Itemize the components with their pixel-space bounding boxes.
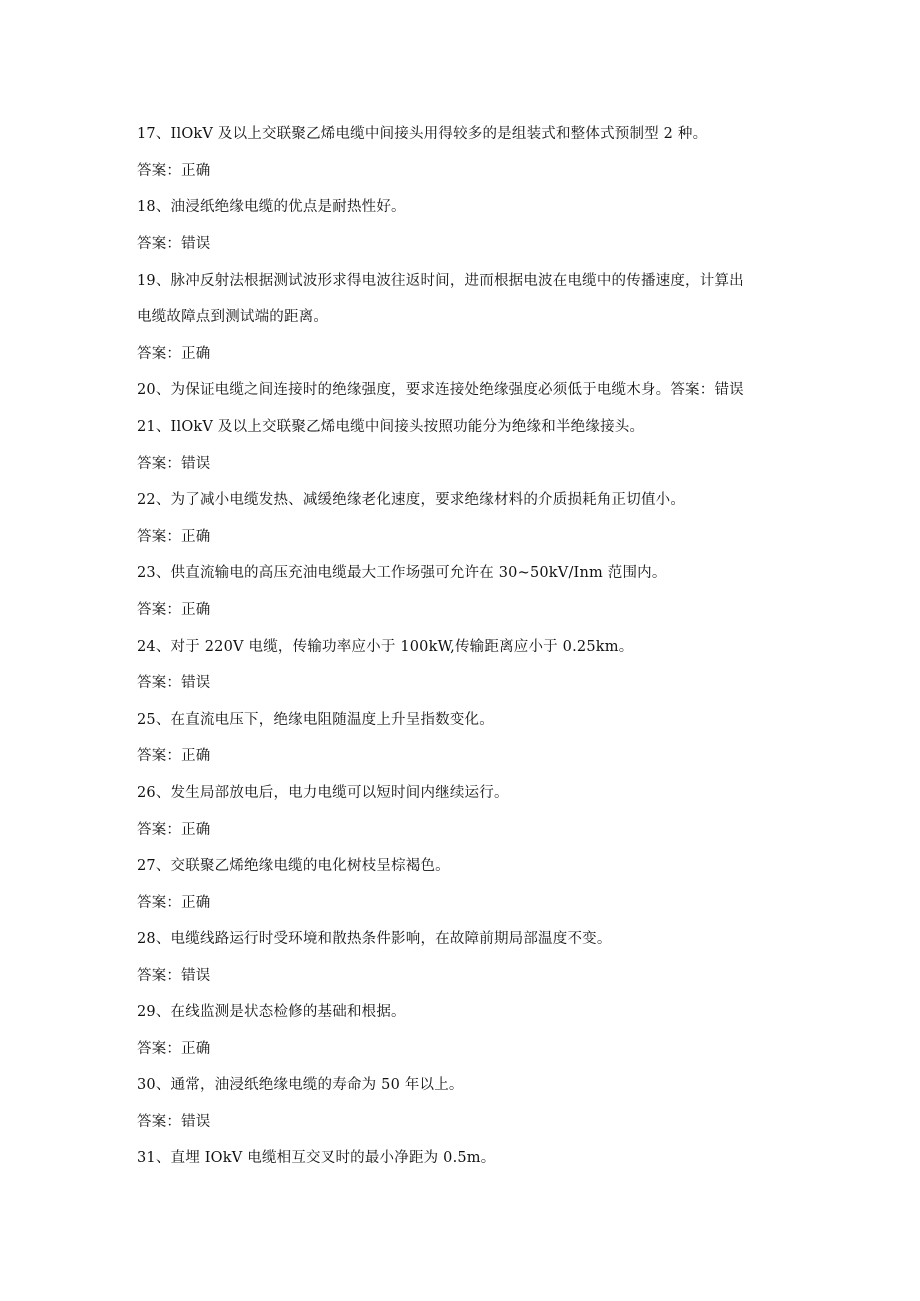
question-30: 30、通常，油浸纸绝缘电缆的寿命为 50 年以上。 (137, 1077, 464, 1093)
answer-25: 答案：正确 (137, 748, 211, 764)
question-31: 31、直埋 IOkV 电缆相互交叉时的最小净距为 0.5m。 (137, 1150, 496, 1166)
question-18: 18、油浸纸绝缘电缆的优点是耐热性好。 (137, 199, 406, 215)
question-27: 27、交联聚乙烯绝缘电缆的电化树枝呈棕褐色。 (137, 858, 450, 874)
question-19-line-2: 电缆故障点到测试端的距离。 (137, 309, 329, 325)
question-21: 21、IlOkV 及以上交联聚乙烯电缆中间接头按照功能分为绝缘和半绝缘接头。 (137, 419, 645, 435)
answer-30: 答案：错误 (137, 1114, 211, 1130)
answer-26: 答案：正确 (137, 822, 211, 838)
answer-29: 答案：正确 (137, 1041, 211, 1057)
question-23: 23、供直流输电的高压充油电缆最大工作场强可允许在 30~50kV/Inm 范围内。 (137, 565, 667, 581)
answer-23: 答案：正确 (137, 602, 211, 618)
question-25: 25、在直流电压下，绝缘电阻随温度上升呈指数变化。 (137, 712, 494, 728)
answer-22: 答案：正确 (137, 529, 211, 545)
question-26: 26、发生局部放电后，电力电缆可以短时间内继续运行。 (137, 785, 509, 801)
question-20: 20、为保证电缆之间连接时的绝缘强度，要求连接处绝缘强度必须低于电缆木身。答案：错误 (137, 382, 744, 398)
question-24: 24、对于 220V 电缆，传输功率应小于 100kW,传输距离应小于 0.25km。 (137, 639, 634, 655)
answer-27: 答案：正确 (137, 895, 211, 911)
answer-24: 答案：错误 (137, 675, 211, 691)
answer-28: 答案：错误 (137, 968, 211, 984)
answer-19: 答案：正确 (137, 346, 211, 362)
question-17: 17、IlOkV 及以上交联聚乙烯电缆中间接头用得较多的是组装式和整体式预制型 2 种。 (137, 126, 708, 142)
question-29: 29、在线监测是状态检修的基础和根据。 (137, 1004, 406, 1020)
answer-21: 答案：错误 (137, 456, 211, 472)
question-22: 22、为了减小电缆发热、减缓绝缘老化速度，要求绝缘材料的介质损耗角正切值小。 (137, 492, 686, 508)
answer-18: 答案：错误 (137, 236, 211, 252)
question-19-line-1: 19、脉冲反射法根据测试波形求得电波往返时间，进而根据电波在电缆中的传播速度，计算出 (137, 273, 744, 289)
answer-17: 答案：正确 (137, 163, 211, 179)
question-28: 28、电缆线路运行时受环境和散热条件影响，在故障前期局部温度不变。 (137, 931, 612, 947)
